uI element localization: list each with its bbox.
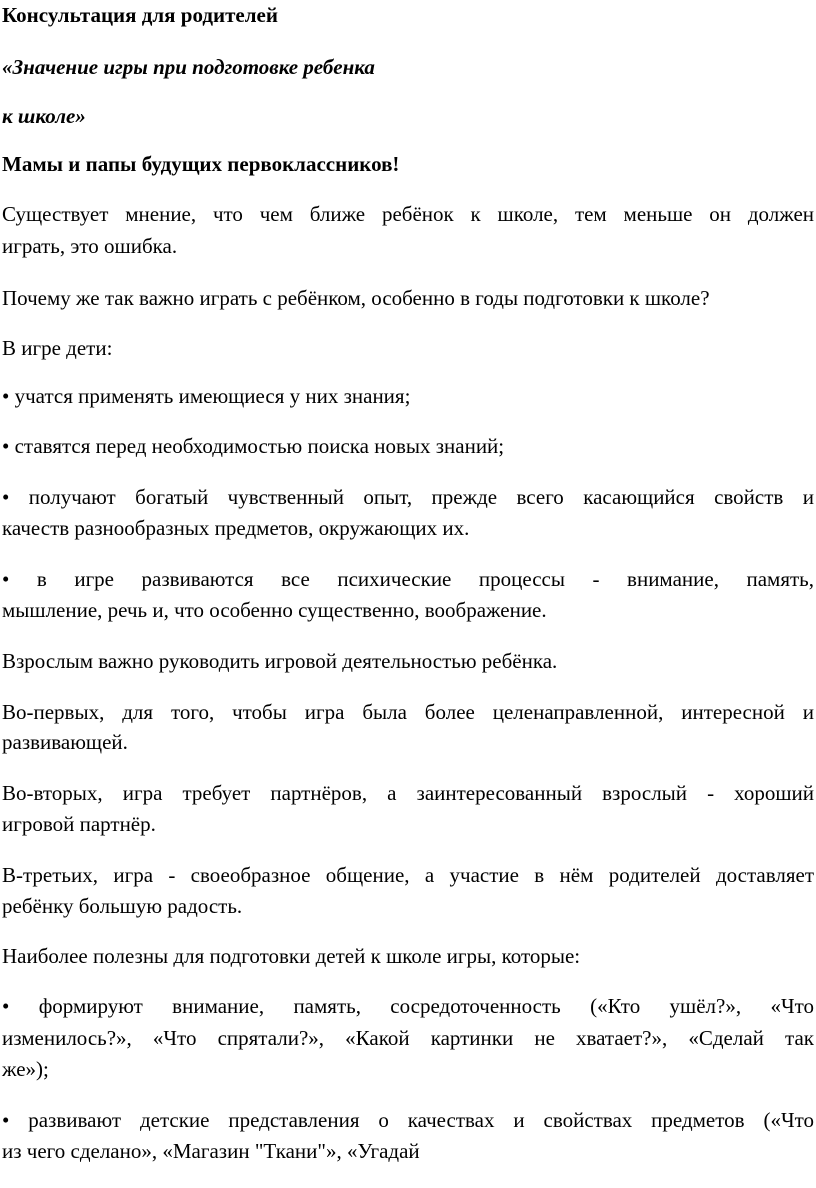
bullet-2: • ставятся перед необходимостью поиска новых знаний;: [2, 434, 505, 458]
paragraph-8: Наиболее полезны для подготовки детей к школе игры, которые:: [2, 944, 581, 968]
paragraph-6-line-1: Во-вторых, игра требует партнёров, а заинтересованный взрослый - хороший: [2, 781, 814, 805]
paragraph-4: Взрослым важно руководить игровой деятельностью ребёнка.: [2, 649, 558, 673]
document-subtitle-line-1: «Значение игры при подготовке ребенка: [2, 55, 375, 79]
paragraph-1-line-2: играть, это ошибка.: [2, 234, 178, 258]
paragraph-2: Почему же так важно играть с ребёнком, особенно в годы подготовки к школе?: [2, 286, 710, 310]
paragraph-1-line-1: Существует мнение, что чем ближе ребёнок к школе, тем меньше он должен: [2, 202, 814, 226]
paragraph-5-line-2: развивающей.: [2, 730, 128, 754]
bullet-6-line-1: • развивают детские представления о качествах и свойствах предметов («Что: [2, 1108, 814, 1132]
paragraph-5-line-1: Во-первых, для того, чтобы игра была более целенаправленной, интересной и: [2, 700, 814, 724]
bullet-1: • учатся применять имеющиеся у них знания;: [2, 384, 411, 408]
bullet-6-line-2: из чего сделано», «Магазин "Ткани"», «Угадай: [2, 1139, 420, 1163]
bullet-4-line-2: мышление, речь и, что особенно существенно, воображение.: [2, 598, 547, 622]
paragraph-6-line-2: игровой партнёр.: [2, 812, 156, 836]
paragraph-7-line-2: ребёнку большую радость.: [2, 894, 243, 918]
document-heading: Консультация для родителей: [2, 3, 278, 27]
bullet-5-line-3: же»);: [2, 1057, 49, 1081]
greeting-line: Мамы и папы будущих первоклассников!: [2, 152, 400, 176]
bullet-5-line-1: • формируют внимание, память, сосредоточенность («Кто ушёл?», «Что: [2, 994, 814, 1018]
paragraph-7-line-1: В-третьих, игра - своеобразное общение, а участие в нём родителей доставляет: [2, 863, 814, 887]
bullet-3-line-1: • получают богатый чувственный опыт, прежде всего касающийся свойств и: [2, 485, 814, 509]
bullet-5-line-2: изменилось?», «Что спрятали?», «Какой картинки не хватает?», «Сделай так: [2, 1026, 814, 1050]
bullet-4-line-1: • в игре развиваются все психические процессы - внимание, память,: [2, 567, 814, 591]
bullet-3-line-2: качеств разнообразных предметов, окружающих их.: [2, 516, 470, 540]
paragraph-3: В игре дети:: [2, 336, 113, 360]
document-subtitle-line-2: к школе»: [2, 104, 86, 128]
